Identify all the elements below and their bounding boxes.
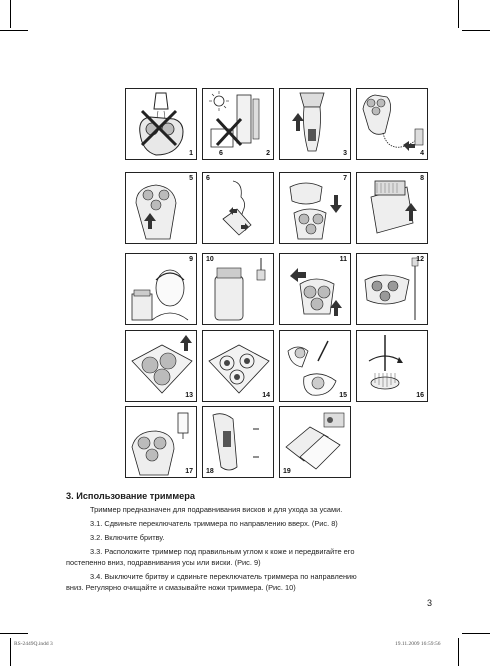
panel-number: 16 xyxy=(416,392,424,399)
panel-number: 1 xyxy=(189,150,193,157)
panel-number: 11 xyxy=(339,256,347,263)
figure-panel-18 xyxy=(202,406,274,478)
shaving-motion-illustration xyxy=(203,173,274,244)
shaver-water-illustration xyxy=(126,89,197,160)
panel-number: 18 xyxy=(206,468,214,475)
panel-number: 4 xyxy=(420,150,424,157)
page-number: 3 xyxy=(427,598,433,608)
blades-exposed-illustration xyxy=(357,254,428,325)
figure-panel-19 xyxy=(279,406,351,478)
head-removal-illustration xyxy=(280,254,351,325)
figure-panel-12 xyxy=(356,253,428,325)
panel-number: 12 xyxy=(416,256,424,263)
figure-panel-15 xyxy=(279,330,351,402)
shaver-switch-on-illustration xyxy=(126,173,197,244)
crop-mark xyxy=(458,638,459,666)
panel-number: 13 xyxy=(185,392,193,399)
crop-mark xyxy=(10,638,11,666)
panel-number: 14 xyxy=(262,392,270,399)
crop-mark xyxy=(0,633,28,634)
figure-panel-8 xyxy=(356,172,428,244)
step-line: 3.3. Расположите триммер под правильным углом к коже и передвигайте его xyxy=(90,547,355,556)
step-line: 3.1. Сдвиньте переключатель триммера по направлению вверх. (Рис. 8) xyxy=(90,519,338,528)
panel-inner-number: 6 xyxy=(219,150,223,157)
figure-panel-1 xyxy=(125,88,197,160)
section-intro: Триммер предназначен для подравнивания висков и для ухода за усами. xyxy=(90,505,343,514)
figure-panel-3 xyxy=(279,88,351,160)
footer-date: 19.11.2009 16:59:56 xyxy=(395,641,441,647)
figure-panel-14 xyxy=(202,330,274,402)
crop-mark xyxy=(462,30,490,31)
panel-number: 7 xyxy=(343,175,347,182)
panel-number: 9 xyxy=(189,256,193,263)
panel-number: 3 xyxy=(343,150,347,157)
section-heading: 3. Использование триммера xyxy=(66,491,195,501)
step-line: постепенно вниз, подравнивания усы или виски. (Рис. 9) xyxy=(66,558,261,567)
shaver-head-open-illustration xyxy=(280,173,351,244)
crop-mark xyxy=(10,0,11,28)
panel-number: 10 xyxy=(206,256,214,263)
figure-panel-6 xyxy=(202,172,274,244)
trimming-sideburns-illustration xyxy=(126,254,197,325)
figure-panel-17 xyxy=(125,406,197,478)
step-line: вниз. Регулярно очищайте и смазывайте ножи триммера. (Рис. 10) xyxy=(66,583,296,592)
crop-mark xyxy=(458,0,459,28)
crop-mark xyxy=(462,633,490,634)
shaver-cap-illustration xyxy=(280,89,351,160)
step-line: 3.2. Включите бритву. xyxy=(90,533,165,542)
figure-panel-16 xyxy=(356,330,428,402)
trimmer-extend-illustration xyxy=(357,173,428,244)
panel-number: 6 xyxy=(206,175,210,182)
figure-panel-9 xyxy=(125,253,197,325)
panel-number: 2 xyxy=(266,150,270,157)
figure-panel-13 xyxy=(125,330,197,402)
figure-panel-4 xyxy=(356,88,428,160)
panel-number: 17 xyxy=(185,468,193,475)
shaver-charging-illustration xyxy=(357,89,428,160)
step-line: 3.4. Выключите бритву и сдвиньте переключатель триммера по направлению xyxy=(90,572,357,581)
footer-file: RS-2449Q.indd 3 xyxy=(14,641,53,647)
figure-panel-10 xyxy=(202,253,274,325)
panel-number: 5 xyxy=(189,175,193,182)
figure-panel-2 xyxy=(202,88,274,160)
shaver-heat-warning-illustration xyxy=(203,89,274,160)
figure-panel-11 xyxy=(279,253,351,325)
panel-number: 15 xyxy=(339,392,347,399)
crop-mark xyxy=(0,30,28,31)
panel-number: 8 xyxy=(420,175,424,182)
trimmer-cleaning-illustration xyxy=(203,254,274,325)
figure-panel-5 xyxy=(125,172,197,244)
figure-panel-7 xyxy=(279,172,351,244)
panel-number: 19 xyxy=(283,468,291,475)
